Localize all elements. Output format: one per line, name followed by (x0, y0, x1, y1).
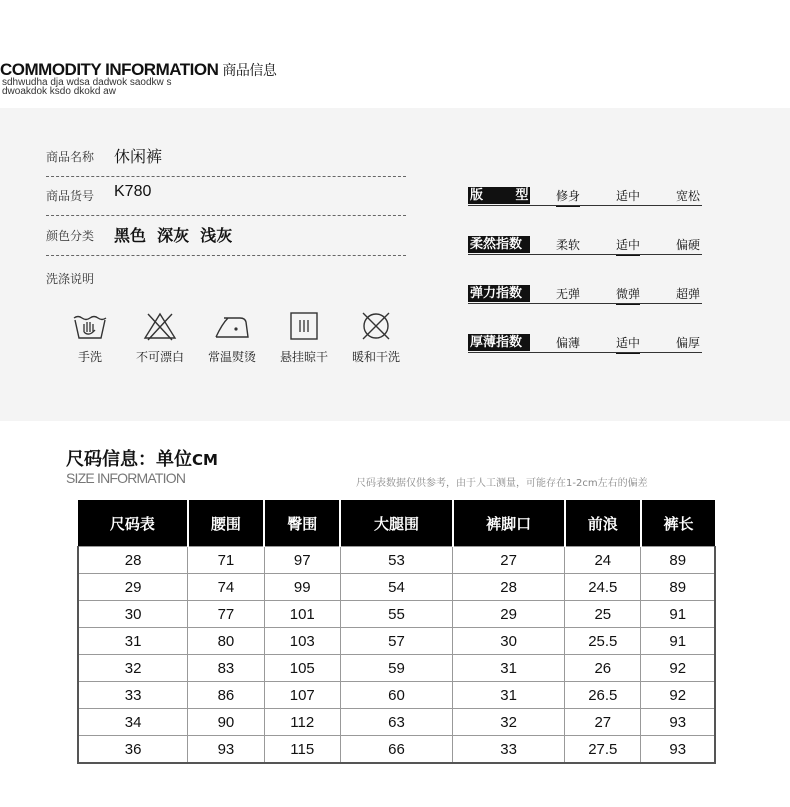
size-table-header (78, 500, 715, 547)
table-cell: 74 (188, 574, 264, 601)
care-label: 暖和干洗 (351, 350, 400, 364)
table-cell: 55 (340, 601, 452, 628)
attr-option-selected: 微弹 (616, 287, 641, 301)
attr-option: 超弹 (676, 287, 701, 301)
table-row (78, 547, 715, 574)
attr-option: 偏硬 (676, 238, 701, 252)
table-cell: 25 (565, 601, 641, 628)
attr-divider (468, 352, 702, 353)
table-cell: 83 (188, 655, 264, 682)
attr-option: 柔软 (556, 238, 581, 252)
info-row-sku (46, 183, 406, 216)
table-cell: 31 (453, 682, 565, 709)
size-unit: CM (192, 451, 218, 469)
column-header: 裤脚口 (453, 500, 565, 547)
info-label: 商品名称 (46, 150, 95, 164)
table-cell: 27.5 (565, 736, 641, 764)
table-cell: 101 (264, 601, 340, 628)
size-disclaimer: 尺码表数据仅供参考，由于人工测量，可能存在1-2cm左右的偏差 (356, 478, 648, 489)
table-cell: 33 (78, 682, 188, 709)
attr-elasticity (468, 284, 702, 304)
table-cell: 60 (340, 682, 452, 709)
attr-label: 柔然指数 (468, 236, 530, 253)
column-header: 前浪 (565, 500, 641, 547)
info-value: K780 (114, 183, 152, 200)
attr-option-selected: 适中 (616, 336, 641, 350)
table-cell: 30 (453, 628, 565, 655)
info-label: 颜色分类 (46, 229, 95, 243)
column-header: 裤长 (641, 500, 715, 547)
table-cell: 27 (565, 709, 641, 736)
table-cell: 93 (641, 709, 715, 736)
table-row (78, 601, 715, 628)
column-header: 臀围 (264, 500, 340, 547)
table-cell: 27 (453, 547, 565, 574)
table-cell: 31 (78, 628, 188, 655)
info-value: 休闲裤 (114, 147, 163, 166)
attr-divider (468, 303, 702, 304)
care-iron (197, 310, 267, 365)
column-header: 腰围 (188, 500, 264, 547)
info-label: 商品货号 (46, 189, 95, 203)
table-cell: 63 (340, 709, 452, 736)
table-cell: 34 (78, 709, 188, 736)
table-row (78, 574, 715, 601)
title-chinese: 商品信息 (222, 63, 277, 79)
attr-option-selected: 适中 (616, 238, 641, 252)
no-bleach-icon (140, 310, 180, 342)
table-cell: 80 (188, 628, 264, 655)
wash-instructions-label: 洗涤说明 (46, 272, 95, 286)
care-no-tumble-dry (341, 310, 411, 365)
size-section-subtitle: SIZE INFORMATION (66, 470, 186, 486)
attr-option: 宽松 (676, 189, 701, 203)
table-cell: 26 (565, 655, 641, 682)
table-cell: 99 (264, 574, 340, 601)
table-row (78, 655, 715, 682)
attr-divider (468, 205, 702, 206)
table-cell: 32 (78, 655, 188, 682)
title-english: COMMODITY INFORMATION (0, 60, 219, 79)
table-cell: 92 (641, 655, 715, 682)
attr-option: 偏薄 (556, 336, 581, 350)
info-row-name (46, 148, 406, 177)
table-cell: 31 (453, 655, 565, 682)
table-cell: 33 (453, 736, 565, 764)
attr-label: 弹力指数 (468, 285, 530, 302)
table-cell: 24.5 (565, 574, 641, 601)
column-header: 尺码表 (78, 500, 188, 547)
attr-label: 厚薄指数 (468, 334, 530, 351)
care-hand-wash (55, 310, 125, 365)
table-cell: 92 (641, 682, 715, 709)
table-cell: 29 (453, 601, 565, 628)
table-cell: 66 (340, 736, 452, 764)
table-row (78, 682, 715, 709)
attr-option: 无弹 (556, 287, 581, 301)
no-tumble-dry-icon (356, 310, 396, 342)
table-cell: 86 (188, 682, 264, 709)
attr-divider (468, 254, 702, 255)
table-cell: 89 (641, 574, 715, 601)
size-table (77, 500, 716, 764)
table-cell: 57 (340, 628, 452, 655)
table-cell: 28 (78, 547, 188, 574)
care-label: 悬挂晾干 (279, 350, 328, 364)
hand-wash-icon (70, 310, 110, 342)
care-label: 手洗 (77, 350, 102, 364)
table-cell: 91 (641, 601, 715, 628)
care-hang-dry (269, 310, 339, 365)
table-cell: 89 (641, 547, 715, 574)
attr-label: 版 型 (470, 188, 543, 203)
table-cell: 107 (264, 682, 340, 709)
hang-dry-icon (284, 310, 324, 342)
table-cell: 53 (340, 547, 452, 574)
table-row (78, 709, 715, 736)
info-value: 黑色 深灰 浅灰 (114, 226, 233, 245)
table-cell: 90 (188, 709, 264, 736)
subtitle-line-2: dwoakdok ksdo dkokd aw (2, 86, 116, 97)
table-cell: 54 (340, 574, 452, 601)
column-header: 大腿围 (340, 500, 452, 547)
table-cell: 36 (78, 736, 188, 764)
iron-icon (212, 310, 252, 342)
subtitle-line-1: sdhwudha dja wdsa dadwok saodkw s (2, 77, 172, 88)
attr-softness (468, 235, 702, 255)
table-cell: 29 (78, 574, 188, 601)
table-cell: 112 (264, 709, 340, 736)
attr-option-selected: 修身 (556, 189, 581, 203)
care-no-bleach (125, 310, 195, 365)
table-cell: 32 (453, 709, 565, 736)
table-cell: 77 (188, 601, 264, 628)
table-cell: 26.5 (565, 682, 641, 709)
size-title-text: 尺码信息：单位 (66, 449, 192, 470)
table-cell: 93 (188, 736, 264, 764)
table-cell: 91 (641, 628, 715, 655)
attr-thickness (468, 333, 702, 353)
info-row-color (46, 227, 406, 256)
size-table-body (78, 547, 715, 764)
table-cell: 105 (264, 655, 340, 682)
table-row (78, 736, 715, 764)
table-cell: 71 (188, 547, 264, 574)
attr-option: 适中 (616, 189, 641, 203)
attr-fit (468, 186, 702, 206)
care-label: 不可漂白 (135, 350, 184, 364)
size-section-title (66, 445, 218, 471)
table-cell: 103 (264, 628, 340, 655)
table-cell: 25.5 (565, 628, 641, 655)
table-cell: 30 (78, 601, 188, 628)
table-row (78, 628, 715, 655)
table-cell: 93 (641, 736, 715, 764)
table-cell: 59 (340, 655, 452, 682)
table-cell: 97 (264, 547, 340, 574)
care-label: 常温熨烫 (207, 350, 256, 364)
table-cell: 28 (453, 574, 565, 601)
table-cell: 115 (264, 736, 340, 764)
attr-option: 偏厚 (676, 336, 701, 350)
table-cell: 24 (565, 547, 641, 574)
